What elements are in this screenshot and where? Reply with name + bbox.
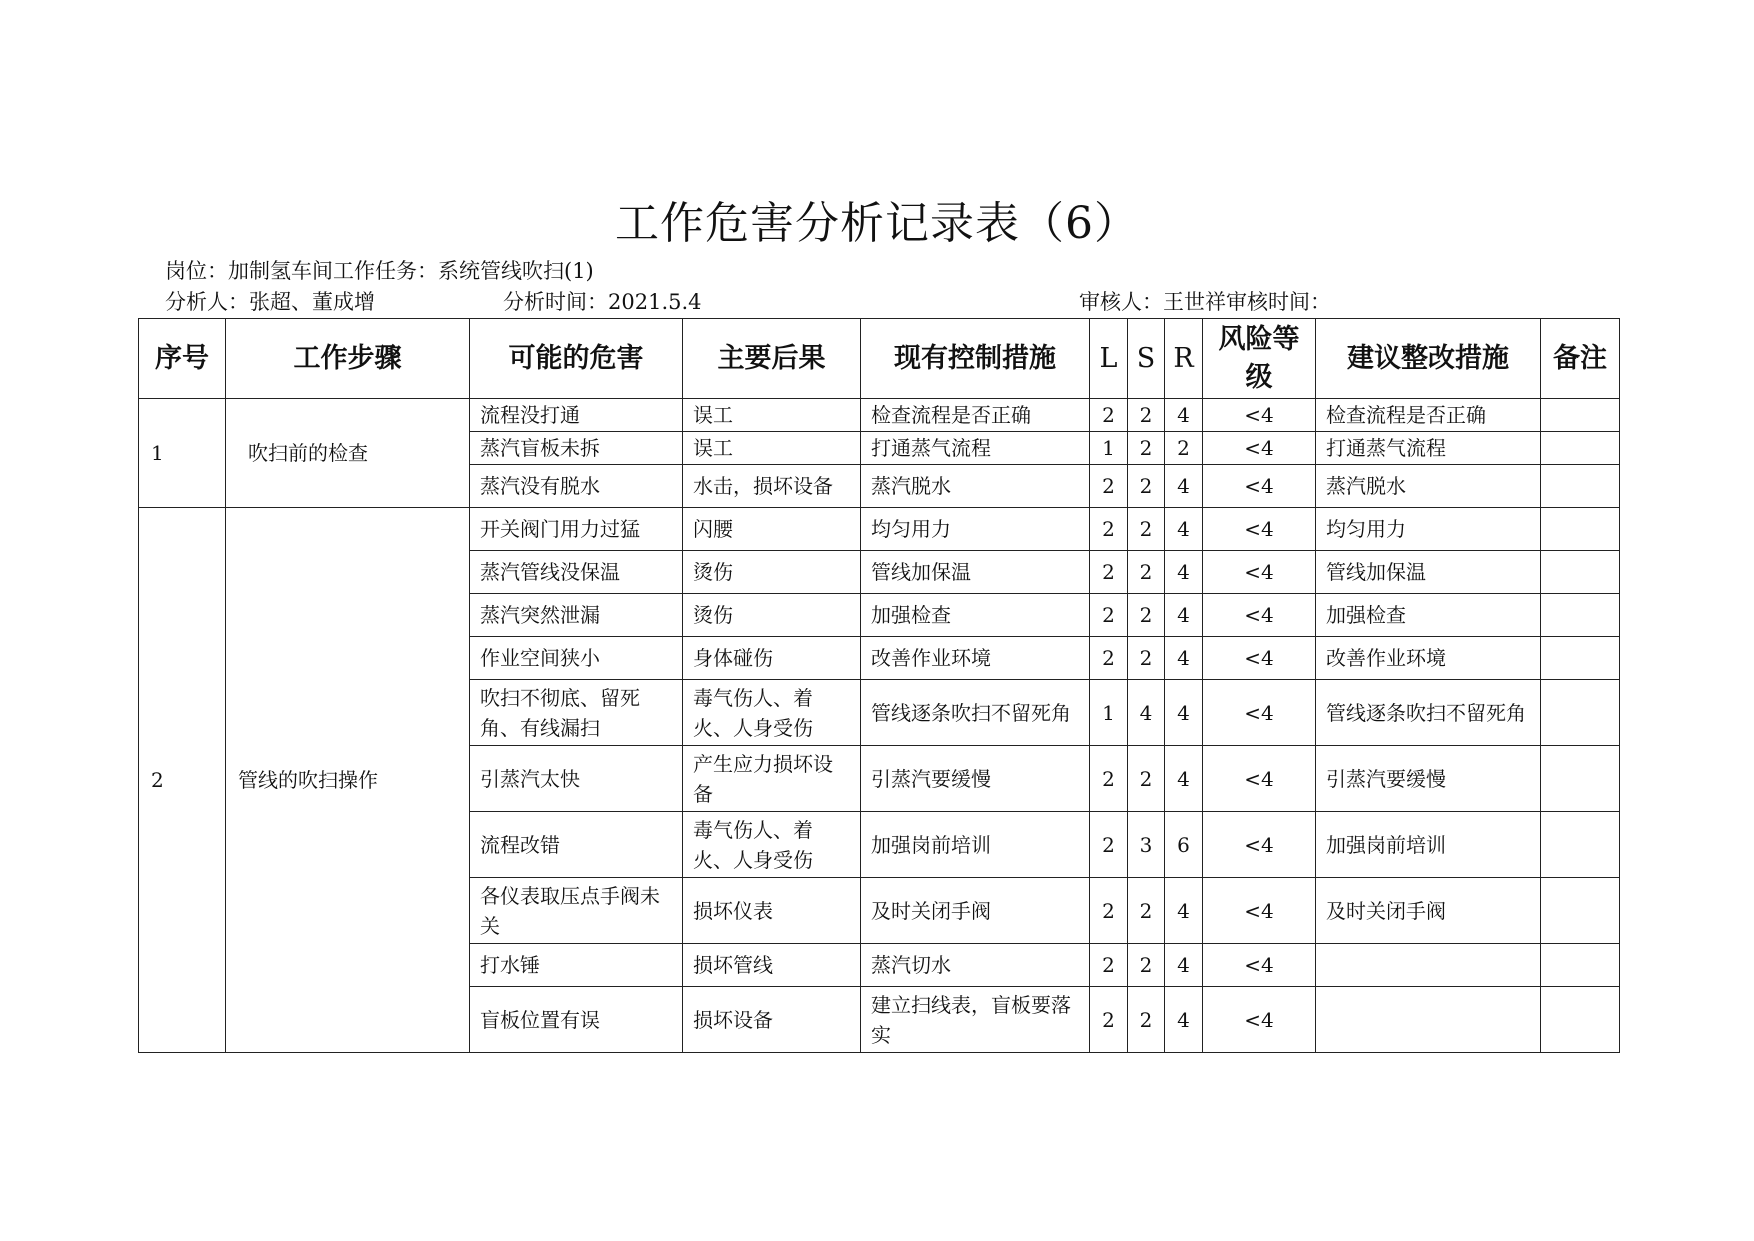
cell-suggestion: 管线加保温	[1316, 551, 1541, 594]
cell-note	[1541, 432, 1620, 465]
cell-consequence: 闪腰	[683, 508, 861, 551]
cell-s: 2	[1128, 508, 1165, 551]
cell-hazard: 蒸汽盲板未拆	[470, 432, 683, 465]
cell-level: <4	[1203, 878, 1316, 944]
cell-hazard: 作业空间狭小	[470, 637, 683, 680]
work-step: 管线的吹扫操作	[226, 508, 470, 1053]
cell-r: 4	[1165, 637, 1203, 680]
cell-consequence: 损坏仪表	[683, 878, 861, 944]
cell-note	[1541, 812, 1620, 878]
cell-s: 3	[1128, 812, 1165, 878]
cell-l: 2	[1090, 594, 1128, 637]
cell-s: 2	[1128, 637, 1165, 680]
cell-suggestion: 加强检查	[1316, 594, 1541, 637]
cell-suggestion	[1316, 944, 1541, 987]
cell-s: 2	[1128, 987, 1165, 1053]
header-row	[139, 319, 1620, 399]
cell-s: 4	[1128, 680, 1165, 746]
cell-r: 4	[1165, 508, 1203, 551]
cell-control: 打通蒸气流程	[861, 432, 1090, 465]
cell-control: 管线逐条吹扫不留死角	[861, 680, 1090, 746]
table-body	[139, 399, 1620, 1053]
header-cell: 主要后果	[683, 319, 861, 399]
header-cell: 序号	[139, 319, 226, 399]
header-cell: S	[1128, 319, 1165, 399]
cell-control: 检查流程是否正确	[861, 399, 1090, 432]
cell-note	[1541, 551, 1620, 594]
cell-l: 2	[1090, 812, 1128, 878]
cell-r: 6	[1165, 812, 1203, 878]
cell-consequence: 烫伤	[683, 551, 861, 594]
header-cell: 可能的危害	[470, 319, 683, 399]
cell-l: 2	[1090, 465, 1128, 508]
cell-level: <4	[1203, 637, 1316, 680]
cell-hazard: 蒸汽没有脱水	[470, 465, 683, 508]
cell-control: 加强岗前培训	[861, 812, 1090, 878]
cell-suggestion: 及时关闭手阀	[1316, 878, 1541, 944]
header-cell: R	[1165, 319, 1203, 399]
cell-suggestion: 均匀用力	[1316, 508, 1541, 551]
meta-reviewer: 审核人：王世祥审核时间：	[1079, 290, 1331, 314]
cell-hazard: 各仪表取压点手阀未关	[470, 878, 683, 944]
cell-hazard: 流程没打通	[470, 399, 683, 432]
cell-control: 管线加保温	[861, 551, 1090, 594]
cell-l: 2	[1090, 987, 1128, 1053]
cell-consequence: 毒气伤人、着火、人身受伤	[683, 680, 861, 746]
cell-suggestion: 检查流程是否正确	[1316, 399, 1541, 432]
cell-note	[1541, 680, 1620, 746]
page-title: 工作危害分析记录表（6）	[615, 198, 1139, 249]
cell-note	[1541, 987, 1620, 1053]
cell-suggestion: 打通蒸气流程	[1316, 432, 1541, 465]
cell-consequence: 产生应力损坏设备	[683, 746, 861, 812]
cell-r: 4	[1165, 878, 1203, 944]
meta-analysis-time: 分析时间：2021.5.4	[503, 290, 702, 314]
cell-suggestion: 蒸汽脱水	[1316, 465, 1541, 508]
cell-control: 及时关闭手阀	[861, 878, 1090, 944]
cell-r: 2	[1165, 432, 1203, 465]
cell-s: 2	[1128, 399, 1165, 432]
cell-l: 2	[1090, 746, 1128, 812]
cell-level: <4	[1203, 746, 1316, 812]
cell-r: 4	[1165, 594, 1203, 637]
cell-consequence: 烫伤	[683, 594, 861, 637]
cell-l: 2	[1090, 637, 1128, 680]
meta-post-task: 岗位：加制氢车间工作任务：系统管线吹扫(1)	[165, 259, 594, 283]
cell-note	[1541, 746, 1620, 812]
cell-suggestion	[1316, 987, 1541, 1053]
cell-level: <4	[1203, 432, 1316, 465]
cell-note	[1541, 594, 1620, 637]
step-number: 2	[139, 508, 226, 1053]
cell-r: 4	[1165, 944, 1203, 987]
cell-note	[1541, 878, 1620, 944]
header-cell: 建议整改措施	[1316, 319, 1541, 399]
cell-level: <4	[1203, 944, 1316, 987]
cell-hazard: 引蒸汽太快	[470, 746, 683, 812]
cell-s: 2	[1128, 746, 1165, 812]
cell-consequence: 误工	[683, 399, 861, 432]
cell-control: 引蒸汽要缓慢	[861, 746, 1090, 812]
cell-note	[1541, 944, 1620, 987]
cell-r: 4	[1165, 987, 1203, 1053]
cell-hazard: 盲板位置有误	[470, 987, 683, 1053]
cell-note	[1541, 465, 1620, 508]
hazard-analysis-table	[138, 318, 1620, 1053]
cell-control: 加强检查	[861, 594, 1090, 637]
header-cell: L	[1090, 319, 1128, 399]
header-cell: 现有控制措施	[861, 319, 1090, 399]
table-row	[139, 508, 1620, 551]
cell-level: <4	[1203, 551, 1316, 594]
cell-r: 4	[1165, 399, 1203, 432]
cell-s: 2	[1128, 594, 1165, 637]
cell-suggestion: 加强岗前培训	[1316, 812, 1541, 878]
cell-consequence: 误工	[683, 432, 861, 465]
cell-suggestion: 管线逐条吹扫不留死角	[1316, 680, 1541, 746]
cell-r: 4	[1165, 551, 1203, 594]
cell-control: 蒸汽切水	[861, 944, 1090, 987]
cell-consequence: 损坏设备	[683, 987, 861, 1053]
cell-control: 改善作业环境	[861, 637, 1090, 680]
cell-consequence: 毒气伤人、着火、人身受伤	[683, 812, 861, 878]
cell-s: 2	[1128, 878, 1165, 944]
cell-control: 蒸汽脱水	[861, 465, 1090, 508]
cell-l: 2	[1090, 551, 1128, 594]
cell-r: 4	[1165, 465, 1203, 508]
cell-hazard: 打水锤	[470, 944, 683, 987]
header-cell: 备注	[1541, 319, 1620, 399]
cell-r: 4	[1165, 746, 1203, 812]
cell-l: 2	[1090, 399, 1128, 432]
cell-s: 2	[1128, 432, 1165, 465]
work-step: 吹扫前的检查	[226, 399, 470, 508]
cell-l: 1	[1090, 432, 1128, 465]
cell-hazard: 吹扫不彻底、留死角、有线漏扫	[470, 680, 683, 746]
table-row	[139, 399, 1620, 432]
cell-level: <4	[1203, 680, 1316, 746]
cell-s: 2	[1128, 944, 1165, 987]
cell-hazard: 蒸汽突然泄漏	[470, 594, 683, 637]
cell-control: 均匀用力	[861, 508, 1090, 551]
cell-consequence: 身体碰伤	[683, 637, 861, 680]
cell-hazard: 蒸汽管线没保温	[470, 551, 683, 594]
cell-level: <4	[1203, 508, 1316, 551]
cell-suggestion: 改善作业环境	[1316, 637, 1541, 680]
cell-s: 2	[1128, 551, 1165, 594]
meta-analysts: 分析人：张超、董成增	[165, 290, 375, 314]
cell-l: 2	[1090, 878, 1128, 944]
cell-r: 4	[1165, 680, 1203, 746]
cell-note	[1541, 508, 1620, 551]
cell-suggestion: 引蒸汽要缓慢	[1316, 746, 1541, 812]
cell-level: <4	[1203, 987, 1316, 1053]
cell-consequence: 水击，损坏设备	[683, 465, 861, 508]
cell-note	[1541, 637, 1620, 680]
header-cell: 风险等级	[1203, 319, 1316, 399]
cell-l: 1	[1090, 680, 1128, 746]
cell-control: 建立扫线表，盲板要落实	[861, 987, 1090, 1053]
cell-level: <4	[1203, 399, 1316, 432]
header-cell: 工作步骤	[226, 319, 470, 399]
cell-l: 2	[1090, 944, 1128, 987]
cell-level: <4	[1203, 465, 1316, 508]
cell-consequence: 损坏管线	[683, 944, 861, 987]
cell-level: <4	[1203, 812, 1316, 878]
cell-hazard: 开关阀门用力过猛	[470, 508, 683, 551]
step-number: 1	[139, 399, 226, 508]
cell-level: <4	[1203, 594, 1316, 637]
cell-hazard: 流程改错	[470, 812, 683, 878]
cell-note	[1541, 399, 1620, 432]
cell-s: 2	[1128, 465, 1165, 508]
cell-l: 2	[1090, 508, 1128, 551]
